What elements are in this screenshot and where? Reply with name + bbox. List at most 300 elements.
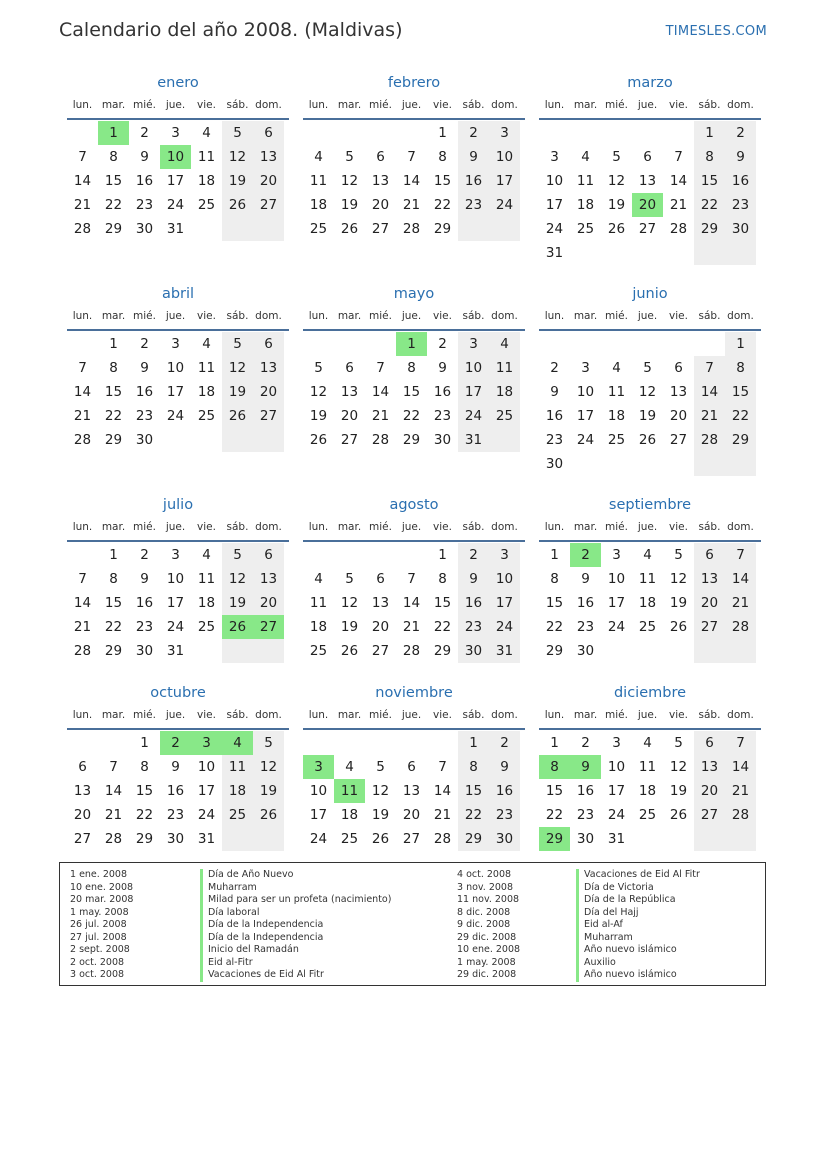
day-cell[interactable]: 28 — [402, 643, 421, 659]
day-cell[interactable]: 26 — [340, 221, 359, 237]
day-cell[interactable]: 2 — [160, 731, 191, 755]
day-cell[interactable]: 20 — [694, 591, 725, 615]
day-cell[interactable]: 8 — [550, 571, 559, 587]
day-cell[interactable]: 27 — [694, 615, 725, 639]
day-cell[interactable]: 9 — [438, 360, 447, 376]
day-cell[interactable]: 9 — [171, 759, 180, 775]
day-cell[interactable]: 22 — [135, 807, 154, 823]
day-cell[interactable]: 5 — [222, 121, 253, 145]
day-cell[interactable]: 15 — [402, 384, 421, 400]
day-cell[interactable]: 20 — [253, 591, 284, 615]
day-cell[interactable]: 27 — [253, 615, 284, 639]
day-cell[interactable]: 3 — [171, 125, 180, 141]
day-cell[interactable]: 19 — [607, 197, 626, 213]
day-cell[interactable]: 22 — [104, 619, 123, 635]
day-cell[interactable]: 7 — [78, 360, 87, 376]
day-cell[interactable]: 4 — [345, 759, 354, 775]
day-cell[interactable]: 10 — [545, 173, 564, 189]
day-cell[interactable]: 13 — [402, 783, 421, 799]
day-cell[interactable]: 20 — [253, 380, 284, 404]
day-cell[interactable]: 26 — [607, 221, 626, 237]
day-cell[interactable]: 20 — [253, 169, 284, 193]
day-cell[interactable]: 5 — [345, 149, 354, 165]
day-cell[interactable]: 29 — [135, 831, 154, 847]
day-cell[interactable]: 2 — [140, 125, 149, 141]
day-cell[interactable]: 19 — [309, 408, 328, 424]
day-cell[interactable]: 6 — [694, 543, 725, 567]
day-cell[interactable]: 10 — [489, 567, 520, 591]
day-cell[interactable]: 11 — [334, 779, 365, 803]
day-cell[interactable]: 3 — [550, 149, 559, 165]
day-cell[interactable]: 29 — [545, 643, 564, 659]
day-cell[interactable]: 21 — [371, 408, 390, 424]
day-cell[interactable]: 7 — [725, 543, 756, 567]
day-cell[interactable]: 3 — [612, 547, 621, 563]
day-cell[interactable]: 18 — [607, 408, 626, 424]
day-cell[interactable]: 17 — [607, 595, 626, 611]
day-cell[interactable]: 3 — [191, 731, 222, 755]
day-cell[interactable]: 11 — [489, 356, 520, 380]
day-cell[interactable]: 6 — [253, 121, 284, 145]
day-cell[interactable]: 24 — [607, 619, 626, 635]
day-cell[interactable]: 27 — [402, 831, 421, 847]
day-cell[interactable]: 20 — [340, 408, 359, 424]
day-cell[interactable]: 24 — [309, 831, 328, 847]
day-cell[interactable]: 23 — [458, 193, 489, 217]
day-cell[interactable]: 25 — [222, 803, 253, 827]
day-cell[interactable]: 30 — [135, 432, 154, 448]
day-cell[interactable]: 17 — [607, 783, 626, 799]
day-cell[interactable]: 3 — [458, 332, 489, 356]
day-cell[interactable]: 18 — [309, 619, 328, 635]
day-cell[interactable]: 16 — [725, 169, 756, 193]
day-cell[interactable]: 27 — [669, 432, 688, 448]
day-cell[interactable]: 23 — [725, 193, 756, 217]
day-cell[interactable]: 15 — [104, 173, 123, 189]
day-cell[interactable]: 8 — [438, 571, 447, 587]
day-cell[interactable]: 26 — [638, 432, 657, 448]
day-cell[interactable]: 1 — [550, 547, 559, 563]
day-cell[interactable]: 13 — [694, 567, 725, 591]
day-cell[interactable]: 31 — [166, 221, 185, 237]
day-cell[interactable]: 16 — [135, 595, 154, 611]
day-cell[interactable]: 11 — [309, 595, 328, 611]
day-cell[interactable]: 10 — [197, 759, 216, 775]
day-cell[interactable]: 29 — [433, 221, 452, 237]
day-cell[interactable]: 18 — [197, 595, 216, 611]
day-cell[interactable]: 4 — [202, 125, 211, 141]
day-cell[interactable]: 24 — [489, 193, 520, 217]
day-cell[interactable]: 15 — [694, 169, 725, 193]
day-cell[interactable]: 14 — [694, 380, 725, 404]
day-cell[interactable]: 30 — [433, 432, 452, 448]
day-cell[interactable]: 9 — [570, 755, 601, 779]
day-cell[interactable]: 26 — [309, 432, 328, 448]
day-cell[interactable]: 5 — [253, 731, 284, 755]
day-cell[interactable]: 30 — [489, 827, 520, 851]
day-cell[interactable]: 23 — [433, 408, 452, 424]
day-cell[interactable]: 4 — [202, 547, 211, 563]
day-cell[interactable]: 8 — [438, 149, 447, 165]
day-cell[interactable]: 25 — [197, 197, 216, 213]
day-cell[interactable]: 1 — [98, 121, 129, 145]
day-cell[interactable]: 30 — [166, 831, 185, 847]
day-cell[interactable]: 25 — [576, 221, 595, 237]
day-cell[interactable]: 25 — [607, 432, 626, 448]
day-cell[interactable]: 19 — [638, 408, 657, 424]
day-cell[interactable]: 16 — [433, 384, 452, 400]
day-cell[interactable]: 8 — [725, 356, 756, 380]
day-cell[interactable]: 22 — [725, 404, 756, 428]
day-cell[interactable]: 24 — [458, 404, 489, 428]
day-cell[interactable]: 9 — [725, 145, 756, 169]
day-cell[interactable]: 14 — [73, 384, 92, 400]
day-cell[interactable]: 21 — [73, 408, 92, 424]
day-cell[interactable]: 11 — [638, 571, 657, 587]
day-cell[interactable]: 3 — [171, 547, 180, 563]
day-cell[interactable]: 29 — [539, 827, 570, 851]
day-cell[interactable]: 29 — [458, 827, 489, 851]
day-cell[interactable]: 16 — [576, 595, 595, 611]
day-cell[interactable]: 25 — [638, 619, 657, 635]
day-cell[interactable]: 22 — [694, 193, 725, 217]
day-cell[interactable]: 26 — [222, 615, 253, 639]
day-cell[interactable]: 16 — [545, 408, 564, 424]
day-cell[interactable]: 11 — [197, 360, 216, 376]
day-cell[interactable]: 24 — [607, 807, 626, 823]
day-cell[interactable]: 23 — [135, 408, 154, 424]
day-cell[interactable]: 13 — [73, 783, 92, 799]
day-cell[interactable]: 18 — [576, 197, 595, 213]
day-cell[interactable]: 22 — [104, 408, 123, 424]
day-cell[interactable]: 31 — [166, 643, 185, 659]
day-cell[interactable]: 17 — [309, 807, 328, 823]
day-cell[interactable]: 21 — [433, 807, 452, 823]
day-cell[interactable]: 31 — [197, 831, 216, 847]
day-cell[interactable]: 4 — [222, 731, 253, 755]
day-cell[interactable]: 28 — [694, 428, 725, 452]
day-cell[interactable]: 19 — [340, 619, 359, 635]
day-cell[interactable]: 9 — [458, 145, 489, 169]
day-cell[interactable]: 3 — [581, 360, 590, 376]
day-cell[interactable]: 2 — [570, 543, 601, 567]
day-cell[interactable]: 4 — [643, 547, 652, 563]
day-cell[interactable]: 11 — [309, 173, 328, 189]
day-cell[interactable]: 9 — [458, 567, 489, 591]
day-cell[interactable]: 1 — [438, 125, 447, 141]
day-cell[interactable]: 24 — [576, 432, 595, 448]
day-cell[interactable]: 28 — [73, 432, 92, 448]
day-cell[interactable]: 17 — [166, 384, 185, 400]
day-cell[interactable]: 23 — [135, 197, 154, 213]
day-cell[interactable]: 9 — [140, 360, 149, 376]
day-cell[interactable]: 20 — [73, 807, 92, 823]
day-cell[interactable]: 19 — [222, 169, 253, 193]
day-cell[interactable]: 26 — [222, 404, 253, 428]
day-cell[interactable]: 6 — [407, 759, 416, 775]
day-cell[interactable]: 28 — [73, 221, 92, 237]
day-cell[interactable]: 12 — [222, 567, 253, 591]
day-cell[interactable]: 25 — [197, 619, 216, 635]
day-cell[interactable]: 16 — [458, 169, 489, 193]
day-cell[interactable]: 22 — [458, 803, 489, 827]
day-cell[interactable]: 26 — [669, 807, 688, 823]
day-cell[interactable]: 26 — [371, 831, 390, 847]
day-cell[interactable]: 13 — [253, 567, 284, 591]
day-cell[interactable]: 24 — [197, 807, 216, 823]
day-cell[interactable]: 21 — [669, 197, 688, 213]
day-cell[interactable]: 9 — [140, 571, 149, 587]
day-cell[interactable]: 19 — [222, 380, 253, 404]
day-cell[interactable]: 14 — [402, 595, 421, 611]
day-cell[interactable]: 6 — [694, 731, 725, 755]
day-cell[interactable]: 12 — [638, 384, 657, 400]
day-cell[interactable]: 5 — [222, 543, 253, 567]
day-cell[interactable]: 6 — [643, 149, 652, 165]
day-cell[interactable]: 8 — [140, 759, 149, 775]
day-cell[interactable]: 5 — [222, 332, 253, 356]
day-cell[interactable]: 21 — [402, 197, 421, 213]
day-cell[interactable]: 22 — [545, 807, 564, 823]
day-cell[interactable]: 22 — [545, 619, 564, 635]
day-cell[interactable]: 3 — [612, 735, 621, 751]
day-cell[interactable]: 21 — [104, 807, 123, 823]
day-cell[interactable]: 25 — [197, 408, 216, 424]
day-cell[interactable]: 18 — [197, 384, 216, 400]
day-cell[interactable]: 3 — [171, 336, 180, 352]
day-cell[interactable]: 15 — [135, 783, 154, 799]
day-cell[interactable]: 13 — [340, 384, 359, 400]
day-cell[interactable]: 29 — [694, 217, 725, 241]
day-cell[interactable]: 25 — [340, 831, 359, 847]
day-cell[interactable]: 12 — [253, 755, 284, 779]
day-cell[interactable]: 27 — [73, 831, 92, 847]
day-cell[interactable]: 2 — [458, 543, 489, 567]
day-cell[interactable]: 18 — [489, 380, 520, 404]
day-cell[interactable]: 17 — [576, 408, 595, 424]
day-cell[interactable]: 15 — [104, 384, 123, 400]
day-cell[interactable]: 19 — [669, 595, 688, 611]
day-cell[interactable]: 15 — [545, 783, 564, 799]
day-cell[interactable]: 17 — [458, 380, 489, 404]
day-cell[interactable]: 7 — [694, 356, 725, 380]
day-cell[interactable]: 2 — [140, 336, 149, 352]
day-cell[interactable]: 26 — [253, 803, 284, 827]
day-cell[interactable]: 7 — [78, 571, 87, 587]
day-cell[interactable]: 28 — [371, 432, 390, 448]
day-cell[interactable]: 29 — [725, 428, 756, 452]
day-cell[interactable]: 14 — [725, 567, 756, 591]
day-cell[interactable]: 15 — [433, 173, 452, 189]
day-cell[interactable]: 10 — [160, 145, 191, 169]
day-cell[interactable]: 2 — [550, 360, 559, 376]
day-cell[interactable]: 16 — [458, 591, 489, 615]
day-cell[interactable]: 2 — [581, 735, 590, 751]
day-cell[interactable]: 8 — [539, 755, 570, 779]
day-cell[interactable]: 27 — [638, 221, 657, 237]
day-cell[interactable]: 7 — [438, 759, 447, 775]
day-cell[interactable]: 15 — [104, 595, 123, 611]
day-cell[interactable]: 5 — [376, 759, 385, 775]
day-cell[interactable]: 10 — [166, 360, 185, 376]
day-cell[interactable]: 23 — [135, 619, 154, 635]
day-cell[interactable]: 8 — [109, 571, 118, 587]
day-cell[interactable]: 19 — [253, 779, 284, 803]
day-cell[interactable]: 23 — [576, 619, 595, 635]
day-cell[interactable]: 5 — [314, 360, 323, 376]
day-cell[interactable]: 13 — [694, 755, 725, 779]
day-cell[interactable]: 21 — [725, 591, 756, 615]
day-cell[interactable]: 2 — [140, 547, 149, 563]
day-cell[interactable]: 14 — [73, 173, 92, 189]
day-cell[interactable]: 23 — [458, 615, 489, 639]
day-cell[interactable]: 11 — [638, 759, 657, 775]
day-cell[interactable]: 10 — [576, 384, 595, 400]
day-cell[interactable]: 1 — [458, 731, 489, 755]
day-cell[interactable]: 30 — [725, 217, 756, 241]
day-cell[interactable]: 23 — [166, 807, 185, 823]
day-cell[interactable]: 26 — [340, 643, 359, 659]
day-cell[interactable]: 14 — [402, 173, 421, 189]
day-cell[interactable]: 25 — [309, 221, 328, 237]
day-cell[interactable]: 1 — [396, 332, 427, 356]
day-cell[interactable]: 14 — [371, 384, 390, 400]
day-cell[interactable]: 25 — [638, 807, 657, 823]
day-cell[interactable]: 11 — [576, 173, 595, 189]
day-cell[interactable]: 4 — [314, 571, 323, 587]
day-cell[interactable]: 24 — [166, 197, 185, 213]
day-cell[interactable]: 1 — [109, 336, 118, 352]
day-cell[interactable]: 17 — [166, 173, 185, 189]
day-cell[interactable]: 12 — [669, 759, 688, 775]
day-cell[interactable]: 8 — [109, 360, 118, 376]
day-cell[interactable]: 6 — [376, 571, 385, 587]
day-cell[interactable]: 29 — [104, 221, 123, 237]
day-cell[interactable]: 18 — [309, 197, 328, 213]
day-cell[interactable]: 12 — [222, 356, 253, 380]
day-cell[interactable]: 4 — [612, 360, 621, 376]
day-cell[interactable]: 28 — [725, 803, 756, 827]
day-cell[interactable]: 9 — [489, 755, 520, 779]
day-cell[interactable]: 21 — [694, 404, 725, 428]
day-cell[interactable]: 15 — [545, 595, 564, 611]
day-cell[interactable]: 18 — [638, 783, 657, 799]
day-cell[interactable]: 17 — [166, 595, 185, 611]
day-cell[interactable]: 30 — [135, 643, 154, 659]
day-cell[interactable]: 6 — [78, 759, 87, 775]
day-cell[interactable]: 17 — [489, 169, 520, 193]
day-cell[interactable]: 29 — [402, 432, 421, 448]
day-cell[interactable]: 10 — [309, 783, 328, 799]
day-cell[interactable]: 31 — [458, 428, 489, 452]
day-cell[interactable]: 2 — [489, 731, 520, 755]
day-cell[interactable]: 20 — [694, 779, 725, 803]
day-cell[interactable]: 10 — [166, 571, 185, 587]
day-cell[interactable]: 19 — [222, 591, 253, 615]
day-cell[interactable]: 10 — [607, 759, 626, 775]
day-cell[interactable]: 13 — [253, 145, 284, 169]
day-cell[interactable]: 9 — [140, 149, 149, 165]
day-cell[interactable]: 5 — [674, 735, 683, 751]
day-cell[interactable]: 4 — [314, 149, 323, 165]
day-cell[interactable]: 5 — [674, 547, 683, 563]
day-cell[interactable]: 7 — [674, 149, 683, 165]
day-cell[interactable]: 18 — [197, 173, 216, 189]
day-cell[interactable]: 12 — [340, 595, 359, 611]
day-cell[interactable]: 19 — [669, 783, 688, 799]
day-cell[interactable]: 5 — [643, 360, 652, 376]
day-cell[interactable]: 26 — [669, 619, 688, 635]
day-cell[interactable]: 1 — [438, 547, 447, 563]
day-cell[interactable]: 30 — [576, 643, 595, 659]
day-cell[interactable]: 13 — [253, 356, 284, 380]
day-cell[interactable]: 17 — [197, 783, 216, 799]
day-cell[interactable]: 20 — [402, 807, 421, 823]
day-cell[interactable]: 4 — [202, 336, 211, 352]
day-cell[interactable]: 11 — [222, 755, 253, 779]
day-cell[interactable]: 31 — [489, 639, 520, 663]
day-cell[interactable]: 7 — [407, 149, 416, 165]
day-cell[interactable]: 13 — [371, 595, 390, 611]
day-cell[interactable]: 29 — [433, 643, 452, 659]
day-cell[interactable]: 22 — [433, 197, 452, 213]
day-cell[interactable]: 18 — [340, 807, 359, 823]
day-cell[interactable]: 25 — [489, 404, 520, 428]
brand-link[interactable]: TIMESLES.COM — [665, 24, 767, 39]
day-cell[interactable]: 10 — [458, 356, 489, 380]
day-cell[interactable]: 27 — [340, 432, 359, 448]
day-cell[interactable]: 24 — [166, 619, 185, 635]
day-cell[interactable]: 27 — [253, 193, 284, 217]
day-cell[interactable]: 14 — [433, 783, 452, 799]
day-cell[interactable]: 25 — [309, 643, 328, 659]
day-cell[interactable]: 1 — [725, 332, 756, 356]
day-cell[interactable]: 6 — [674, 360, 683, 376]
day-cell[interactable]: 12 — [309, 384, 328, 400]
day-cell[interactable]: 15 — [725, 380, 756, 404]
day-cell[interactable]: 17 — [545, 197, 564, 213]
day-cell[interactable]: 28 — [433, 831, 452, 847]
day-cell[interactable]: 16 — [166, 783, 185, 799]
day-cell[interactable]: 1 — [109, 547, 118, 563]
day-cell[interactable]: 14 — [73, 595, 92, 611]
day-cell[interactable]: 12 — [340, 173, 359, 189]
day-cell[interactable]: 28 — [725, 615, 756, 639]
day-cell[interactable]: 31 — [545, 245, 564, 261]
day-cell[interactable]: 22 — [433, 619, 452, 635]
day-cell[interactable]: 14 — [725, 755, 756, 779]
day-cell[interactable]: 18 — [222, 779, 253, 803]
day-cell[interactable]: 20 — [669, 408, 688, 424]
day-cell[interactable]: 16 — [135, 384, 154, 400]
day-cell[interactable]: 30 — [576, 831, 595, 847]
day-cell[interactable]: 6 — [345, 360, 354, 376]
day-cell[interactable]: 11 — [197, 571, 216, 587]
day-cell[interactable]: 13 — [669, 384, 688, 400]
day-cell[interactable]: 30 — [545, 456, 564, 472]
day-cell[interactable]: 19 — [371, 807, 390, 823]
day-cell[interactable]: 13 — [371, 173, 390, 189]
day-cell[interactable]: 30 — [458, 639, 489, 663]
day-cell[interactable]: 30 — [135, 221, 154, 237]
day-cell[interactable]: 20 — [632, 193, 663, 217]
day-cell[interactable]: 7 — [109, 759, 118, 775]
day-cell[interactable]: 8 — [109, 149, 118, 165]
day-cell[interactable]: 6 — [253, 543, 284, 567]
day-cell[interactable]: 27 — [371, 221, 390, 237]
day-cell[interactable]: 21 — [73, 197, 92, 213]
day-cell[interactable]: 12 — [222, 145, 253, 169]
